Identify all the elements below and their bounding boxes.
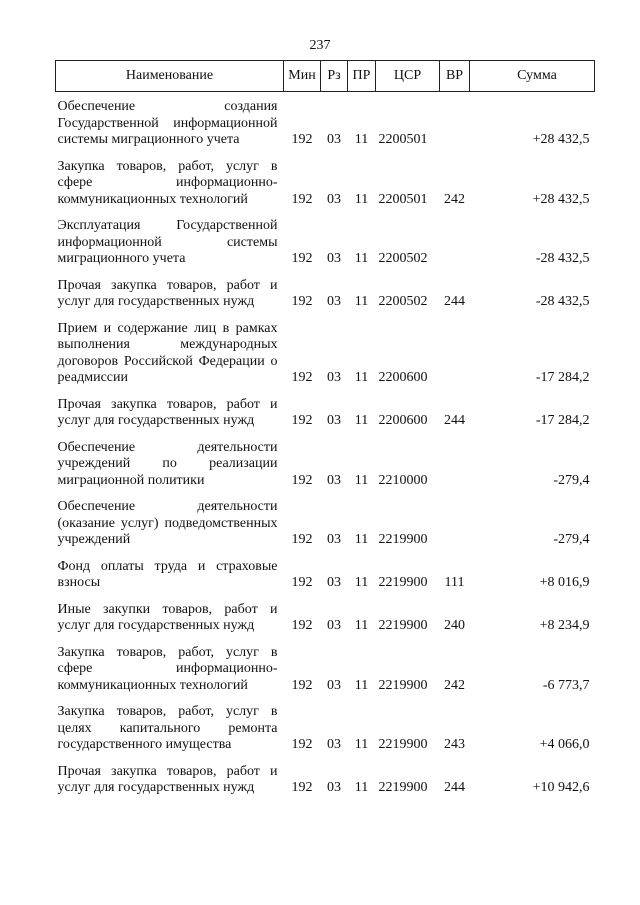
row-sum: +4 066,0 [539,737,590,752]
row-vr [440,214,470,274]
header-row [56,61,595,92]
row-name: Эксплуатация Государственной информационной системы миграционного учета [57,218,278,266]
row-pr: 11 [354,191,369,207]
table-row [56,555,595,598]
row-pr: 11 [354,618,369,633]
row-pr: 11 [354,132,369,147]
row-min: 192 [291,251,313,266]
row-min: 192 [291,737,313,752]
row-rz: 03 [327,472,341,488]
row-sum: -17 284,2 [535,413,590,428]
row-sum: +8 016,9 [539,575,590,590]
budget-table [55,60,595,803]
table-row [56,641,595,701]
row-rz: 03 [327,780,341,795]
header-pr: ПР [348,61,376,92]
row-name: Закупка товаров, работ, услуг в сфере информационно-коммуникационных технологий [57,644,278,693]
row-csr: 2219900 [378,780,428,795]
row-vr: 242 [444,191,465,207]
row-sum: +8 234,9 [539,618,590,633]
row-sum: -28 432,5 [535,294,590,309]
row-vr: 244 [444,780,465,795]
row-name: Прием и содержание лиц в рамках выполнения международных договоров Российской Федерации о реадмиссии [57,320,278,385]
table-row [56,155,595,215]
row-sum: +28 432,5 [532,132,590,147]
header-csr: ЦСР [376,61,440,92]
row-rz: 03 [327,294,341,309]
header-vr: ВР [440,61,470,92]
row-pr: 11 [354,294,369,309]
row-sum: -6 773,7 [542,677,590,693]
row-vr: 111 [444,575,465,590]
row-name: Обеспечение создания Государственной информационной системы миграционного учета [57,99,278,147]
header-rz: Рз [321,61,348,92]
row-csr: 2219900 [378,677,428,693]
row-pr: 11 [354,532,369,547]
row-csr: 2219900 [378,532,428,547]
row-min: 192 [291,472,313,488]
table-row [56,760,595,803]
row-csr: 2219900 [378,737,428,752]
row-pr: 11 [354,472,369,488]
row-pr: 11 [354,413,369,428]
row-pr: 11 [354,737,369,752]
row-min: 192 [291,413,313,428]
row-pr: 11 [354,251,369,266]
row-vr [440,92,470,155]
row-pr: 11 [354,677,369,693]
row-vr: 244 [444,294,465,309]
row-rz: 03 [327,575,341,590]
table-row [56,700,595,760]
row-min: 192 [291,780,313,795]
row-min: 192 [291,370,313,385]
row-name: Прочая закупка товаров, работ и услуг для государственных нужд [57,763,278,795]
row-csr: 2200502 [378,251,428,266]
row-name: Обеспечение деятельности (оказание услуг) подведомственных учреждений [57,499,278,547]
row-csr: 2200600 [378,370,428,385]
row-csr: 2200502 [378,294,428,309]
row-vr: 240 [444,618,465,633]
row-min: 192 [291,132,313,147]
row-sum: -279,4 [553,532,590,547]
row-min: 192 [291,191,313,207]
row-name: Прочая закупка товаров, работ и услуг для государственных нужд [57,396,278,428]
row-pr: 11 [354,575,369,590]
row-name: Фонд оплаты труда и страховые взносы [57,558,278,590]
row-rz: 03 [327,413,341,428]
row-pr: 11 [354,780,369,795]
table-row [56,495,595,555]
row-vr [440,495,470,555]
row-vr [440,317,470,393]
row-name: Иные закупки товаров, работ и услуг для государственных нужд [57,601,278,633]
row-sum: +28 432,5 [532,191,590,207]
table-row [56,393,595,436]
row-name: Прочая закупка товаров, работ и услуг для государственных нужд [57,277,278,309]
row-csr: 2219900 [378,618,428,633]
table-row [56,92,595,155]
row-pr: 11 [354,370,369,385]
table-row [56,317,595,393]
row-csr: 2200501 [378,191,428,207]
row-rz: 03 [327,370,341,385]
header-sum: Сумма [470,61,595,92]
table-row [56,274,595,317]
row-rz: 03 [327,532,341,547]
row-min: 192 [291,532,313,547]
row-rz: 03 [327,251,341,266]
row-sum: -17 284,2 [535,370,590,385]
header-min: Мин [284,61,321,92]
row-sum: -279,4 [553,472,590,488]
table-row [56,598,595,641]
row-min: 192 [291,575,313,590]
row-name: Закупка товаров, работ, услуг в целях капитального ремонта государственного имущества [57,704,278,752]
row-vr: 244 [444,413,465,428]
row-sum: +10 942,6 [532,780,590,795]
row-rz: 03 [327,677,341,693]
row-rz: 03 [327,737,341,752]
table-row [56,436,595,496]
row-min: 192 [291,618,313,633]
row-csr: 2200600 [378,413,428,428]
row-csr: 2219900 [378,575,428,590]
table-header [56,61,595,92]
page-number: 237 [309,38,331,53]
row-csr: 2200501 [378,132,428,147]
row-rz: 03 [327,132,341,147]
row-vr [440,436,470,496]
table-row [56,214,595,274]
row-sum: -28 432,5 [535,251,590,266]
row-rz: 03 [327,191,341,207]
row-name: Обеспечение деятельности учреждений по реализации миграционной политики [57,439,278,488]
table-body [56,92,595,803]
row-min: 192 [291,677,313,693]
row-min: 192 [291,294,313,309]
header-name: Наименование [56,61,284,92]
row-csr: 2210000 [378,472,428,488]
row-name: Закупка товаров, работ, услуг в сфере информационно-коммуникационных технологий [57,158,278,207]
row-vr: 242 [444,677,465,693]
row-rz: 03 [327,618,341,633]
row-vr: 243 [444,737,465,752]
